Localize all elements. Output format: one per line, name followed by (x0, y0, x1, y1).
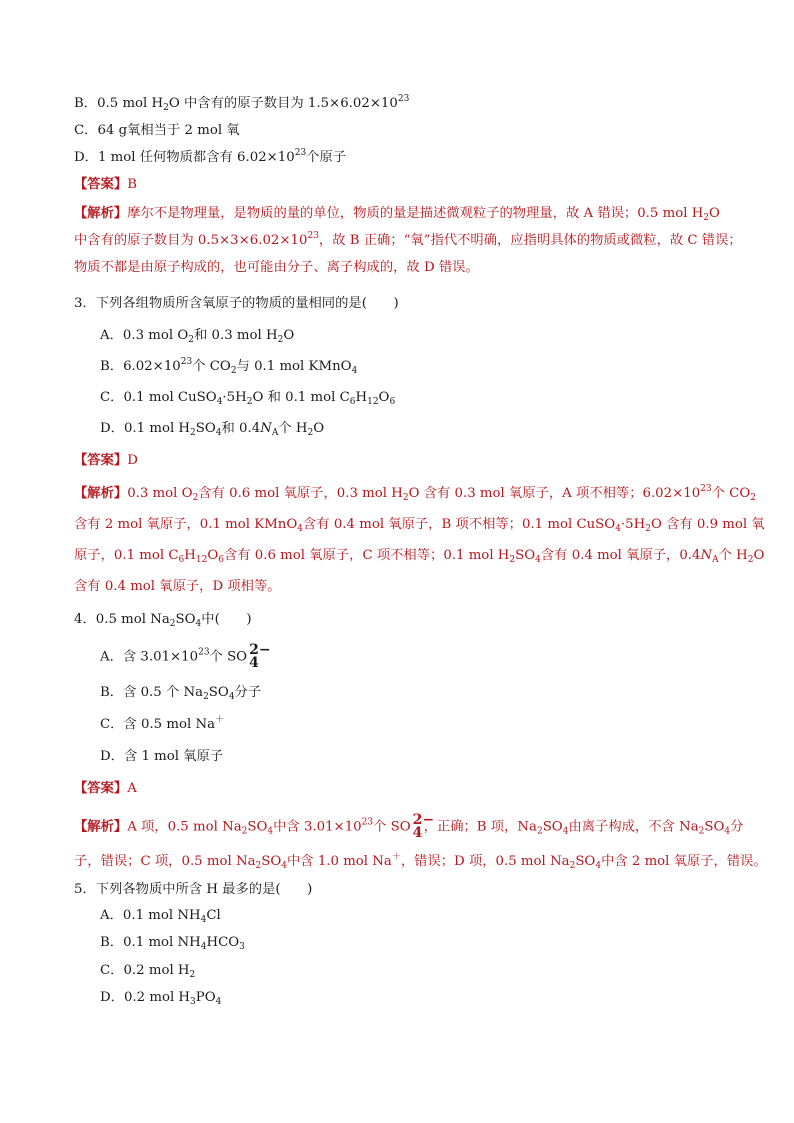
q3-analysis-line-3: 原子，0.1 mol $C_6H_{12}O_6$含有 0.6 mol 氧原子，C 项不相等；0.1 mol $H_2SO_4$含有 0.4 mol 氧原子，$0.4N_A$个 $H_2O$ (74, 548, 765, 565)
answer-value: A (127, 781, 137, 796)
q3-analysis-line-4: 含有 0.4 mol 氧原子，D 项相等。 (74, 579, 281, 594)
q3-option-c: C．0.1 mol $CuSO_4\cdot 5H_2O$ 和 0.1 mol $C_6H_{12}O_6$ (100, 390, 396, 407)
q3-answer (74, 452, 138, 470)
q2-option-b: B．0.5 mol $H_2O$ 中含有的原子数目为 $1.5\times 6.02\times 10^{23}$ (74, 94, 410, 113)
answer-value: D (127, 453, 138, 468)
q2-option-c: C．64 g氧相当于 2 mol 氧 (74, 123, 240, 138)
answer-label: 【答案】 (74, 177, 128, 192)
q3-analysis-line-1: 【解析】0.3 mol $O_2$含有 0.6 mol 氧原子，0.3 mol $H_2O$ 含有 0.3 mol 氧原子，A 项不相等；$6.02\times 10^{23}$个 $CO_2$ (74, 484, 756, 503)
q4-answer (74, 780, 137, 798)
q5-option-c: C．0.2 mol $H_2$ (100, 963, 196, 980)
sulfate-ion-notation: 2− 4 (249, 642, 271, 671)
q3-stem: 3．下列各组物质所含氧原子的物质的量相同的是( ) (74, 296, 399, 311)
analysis-label: 【解析】 (74, 486, 128, 501)
q4-option-b: B．含 0.5 个 $Na_2SO_4$分子 (100, 685, 262, 702)
q3-option-b: B．$6.02\times 10^{23}$个 $CO_2$与 0.1 mol KMnO$_4$ (100, 357, 358, 376)
q3-option-a: A．0.3 mol $O_2$和 0.3 mol $H_2O$ (100, 328, 295, 345)
q2-analysis-line-2: 中含有的原子数目为 $0.5\times 3\times 6.02\times 10^{23}$，故 B 正确；“氧”指代不明确，应指明具体的物质或微粒，故 C 错误； (74, 231, 742, 248)
analysis-label: 【解析】 (74, 206, 128, 221)
q4-option-c: C．含 0.5 mol Na＋ (100, 715, 225, 732)
q4-option-d: D．含 1 mol 氧原子 (100, 749, 224, 764)
answer-value: B (127, 177, 137, 192)
q5-stem: 5．下列各物质中所含 H 最多的是( ) (74, 882, 313, 897)
q5-option-d: D．0.2 mol $H_3PO_4$ (100, 990, 222, 1007)
q4-analysis-line-2: 子，错误；C 项，0.5 mol $Na_2SO_4$中含 1.0 mol Na＋，错误；D 项，0.5 mol $Na_2SO_4$中含 2 mol 氧原子，错误。 (74, 852, 767, 871)
q5-option-b: B．0.1 mol $NH_4HCO_3$ (100, 935, 245, 952)
answer-label: 【答案】 (74, 453, 128, 468)
q5-option-a: A．0.1 mol $NH_4Cl$ (100, 908, 221, 925)
q2-option-d: D．1 mol 任何物质都含有 $6.02\times 10^{23}$个原子 (74, 148, 347, 165)
q3-analysis-line-2: 含有 2 mol 氧原子，0.1 mol KMnO$_4$含有 0.4 mol 氧原子，B 项不相等；0.1 mol $CuSO_4\cdot 5H_2O$ 含有 0.9 mol 氧 (74, 517, 765, 534)
sulfate-ion-notation: 2− 4 (412, 812, 435, 841)
q4-stem: 4．0.5 mol $Na_2SO_4$中( ) (74, 612, 252, 629)
q4-option-a: A．含 $3.01\times 10^{23}$个 SO 2− 4 (100, 642, 271, 671)
analysis-label: 【解析】 (74, 819, 128, 835)
q2-analysis-line-1: 【解析】摩尔不是物理量，是物质的量的单位，物质的量是描述微观粒子的物理量，故 A 错误；0.5 mol $H_2O$ (74, 206, 720, 223)
q4-analysis-line-1: 【解析】A 项，0.5 mol $Na_2SO_4$中含 $3.01\times 10^{23}$个 SO 2− 4 ，正确；B 项，$Na_2SO_4$由离子构成，不含 $Na_2SO_4$分 (74, 812, 744, 841)
q2-answer (74, 176, 137, 194)
q3-option-d: D．0.1 mol $H_2SO_4$和 $0.4N_A$个 $H_2O$ (100, 421, 325, 438)
answer-label: 【答案】 (74, 781, 128, 796)
q2-analysis-line-3: 物质不都是由原子构成的，也可能由分子、离子构成的，故 D 错误。 (74, 260, 479, 275)
